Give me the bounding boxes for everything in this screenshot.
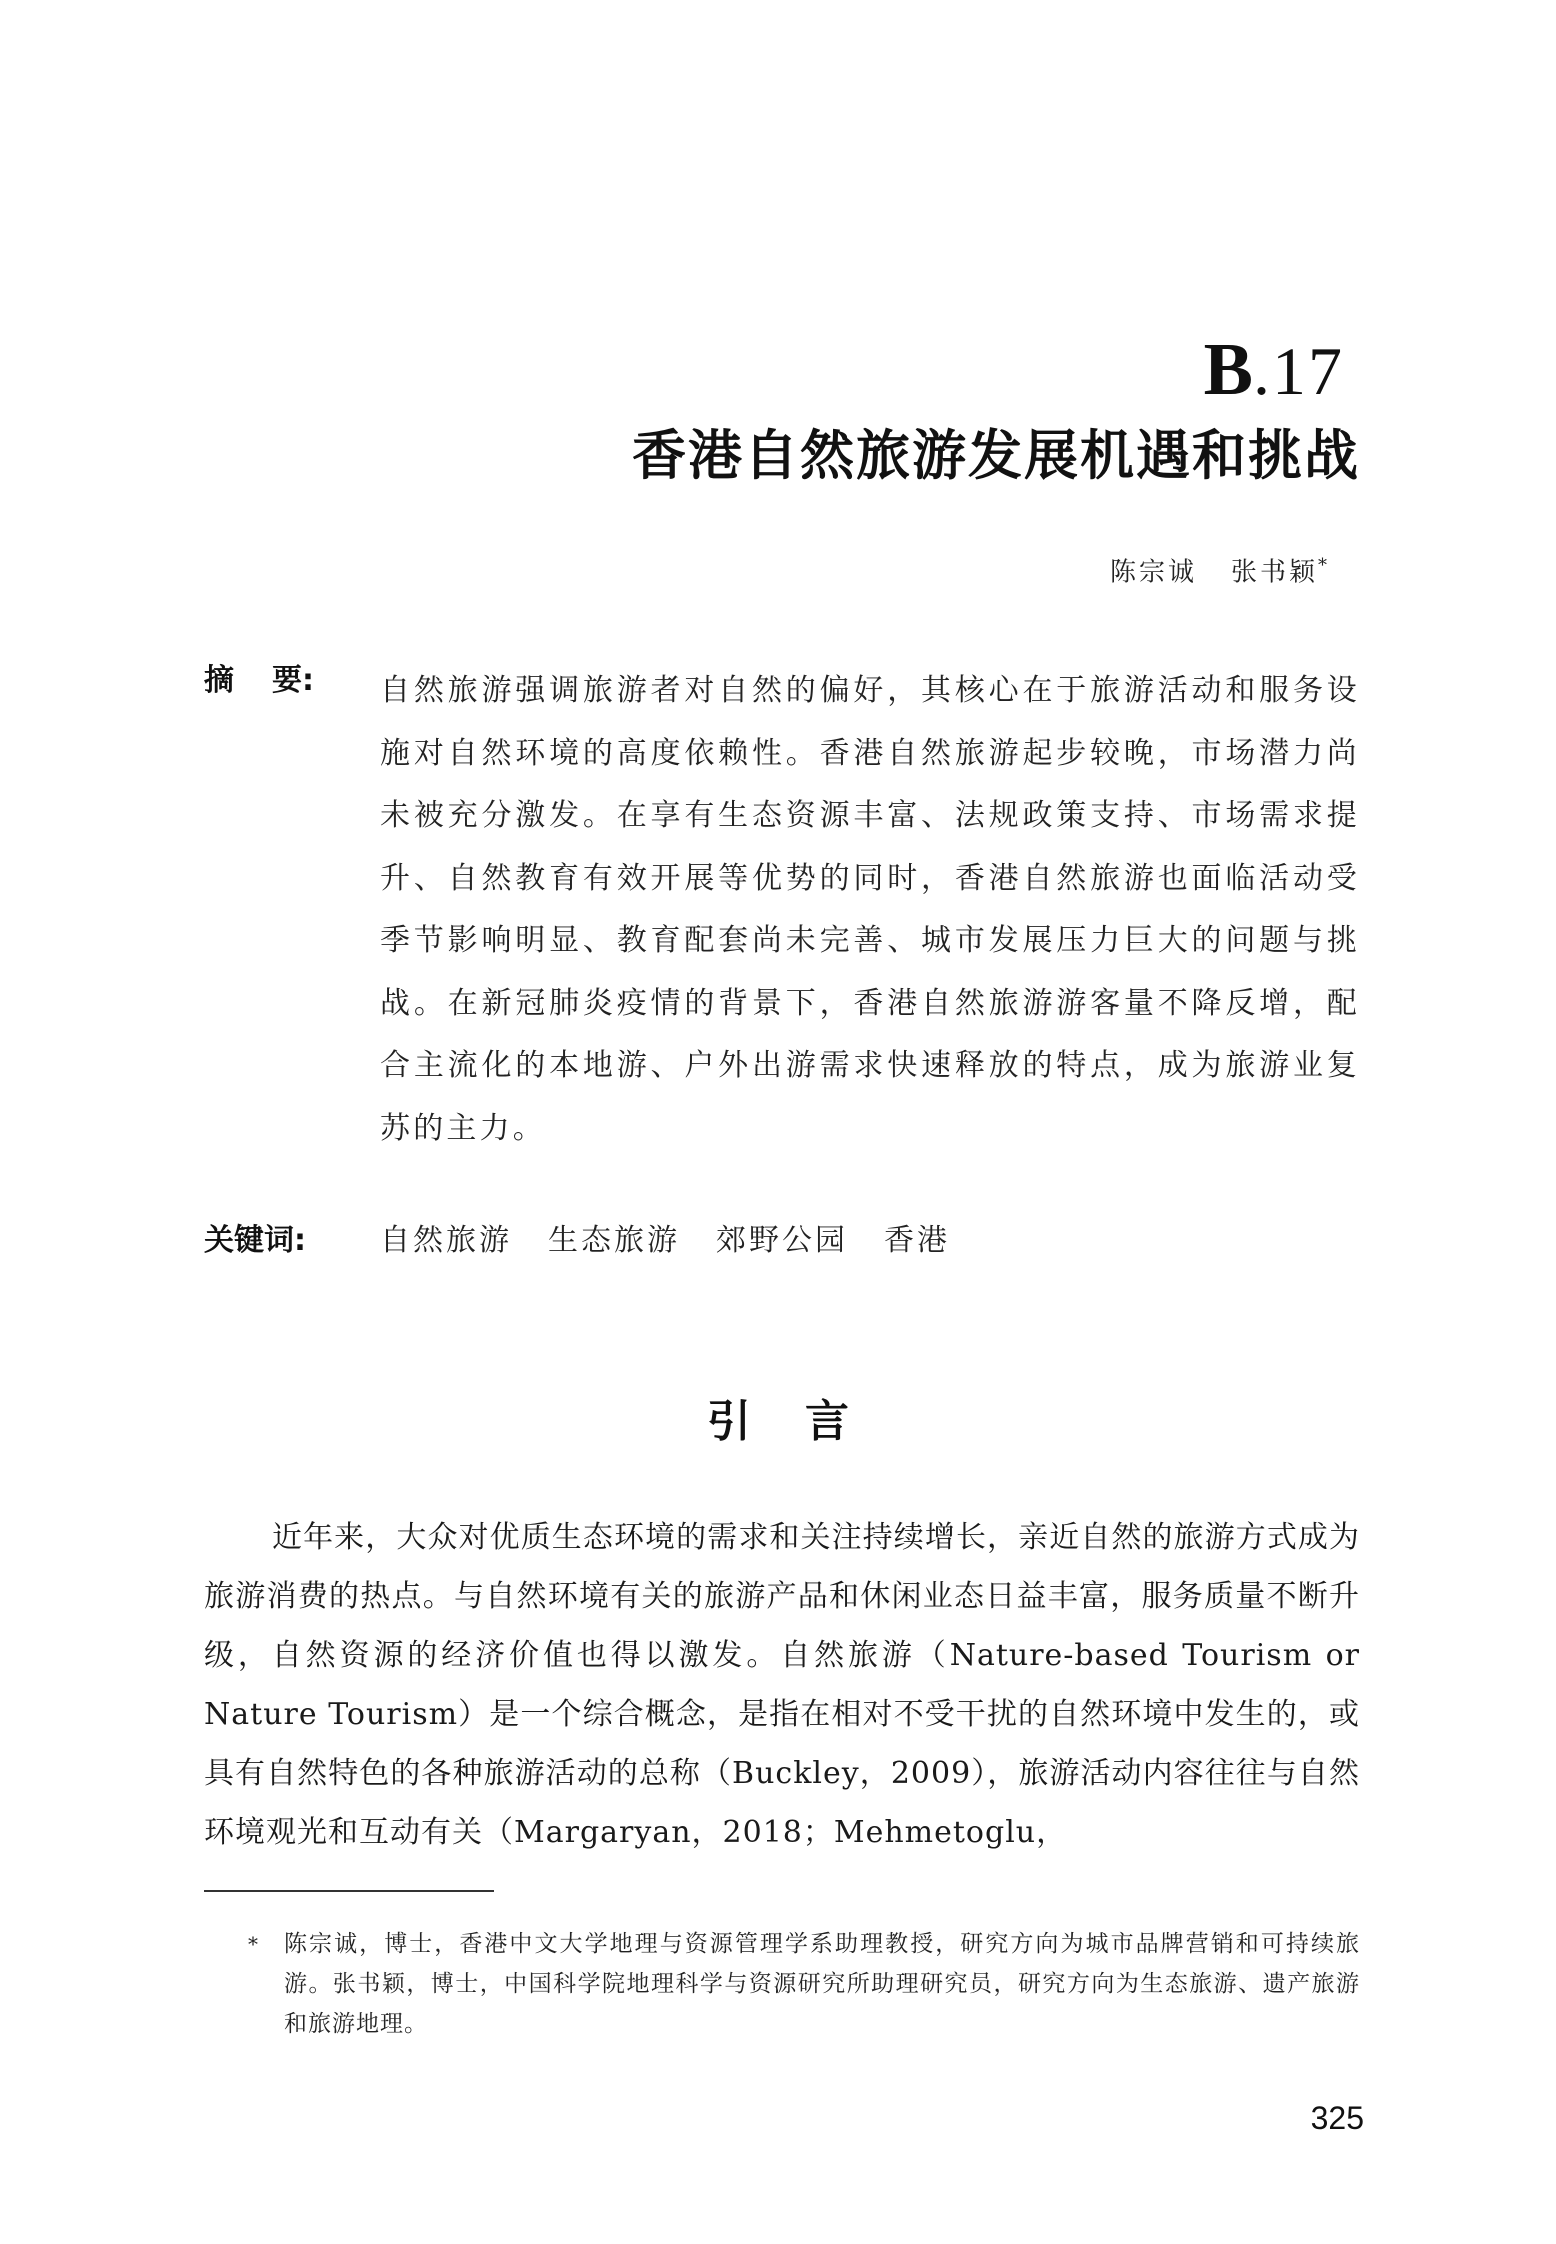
series-letter: B [1203,329,1253,411]
abstract-label-part-1: 摘 [204,663,234,698]
author-second: 张书颖 [1230,557,1318,588]
abstract-label-part-2: 要: [272,663,314,698]
footnote [204,1924,1360,2044]
footnote-text: 陈宗诚，博士，香港中文大学地理与资源管理学系助理教授，研究方向为城市品牌营销和可持续旅游。张书颖，博士，中国科学院地理科学与资源研究所助理研究员，研究方向为生态旅游、遗产旅游和旅游地理。 [284,1931,1360,2037]
keyword: 郊野公园 [716,1223,848,1258]
series-number: .17 [1253,333,1344,409]
keywords-list [380,1220,986,1262]
footnote-mark: * [248,1932,258,1956]
report-series-tag [1204,330,1344,411]
keyword: 香港 [884,1223,950,1258]
page-title: 香港自然旅游发展机遇和挑战 [632,423,1360,487]
author-footnote-mark: * [1318,555,1330,576]
keywords-label: 关键词: [204,1223,306,1258]
author-line [1110,546,1330,593]
author-first: 陈宗诚 [1109,557,1197,588]
section-heading: 引言 [707,1396,903,1447]
page-number: 325 [1310,2100,1364,2136]
keyword: 生态旅游 [548,1223,680,1258]
abstract-text: 自然旅游强调旅游者对自然的偏好，其核心在于旅游活动和服务设施对自然环境的高度依赖性。香港自然旅游起步较晚，市场潜力尚未被充分激发。在享有生态资源丰富、法规政策支持、市场需求提升、自然教育有效开展等优势的同时，香港自然旅游也面临活动受季节影响明显、教育配套尚未完善、城市发展压力巨大的问题与挑战。在新冠肺炎疫情的背景下，香港自然旅游游客量不降反增，配合主流化的本地游、户外出游需求快速释放的特点，成为旅游业复苏的主力。 [380,673,1360,1146]
abstract-label [204,660,314,702]
body-paragraph: 近年来，大众对优质生态环境的需求和关注持续增长，亲近自然的旅游方式成为旅游消费的热点。与自然环境有关的旅游产品和休闲业态日益丰富，服务质量不断升级，自然资源的经济价值也得以激发。自然旅游（Nature-based Tourism or Nature Tourism）是一个综合概念，是指在相对不受干扰的自然环境中发生的，或具有自然特色的各种旅游活动的总称（Buckley，2009），旅游活动内容往往与自然环境观光和互动有关（Margaryan，2018；Mehmetoglu， [204,1520,1360,1850]
footnote-divider [204,1890,494,1892]
keyword: 自然旅游 [380,1223,512,1258]
